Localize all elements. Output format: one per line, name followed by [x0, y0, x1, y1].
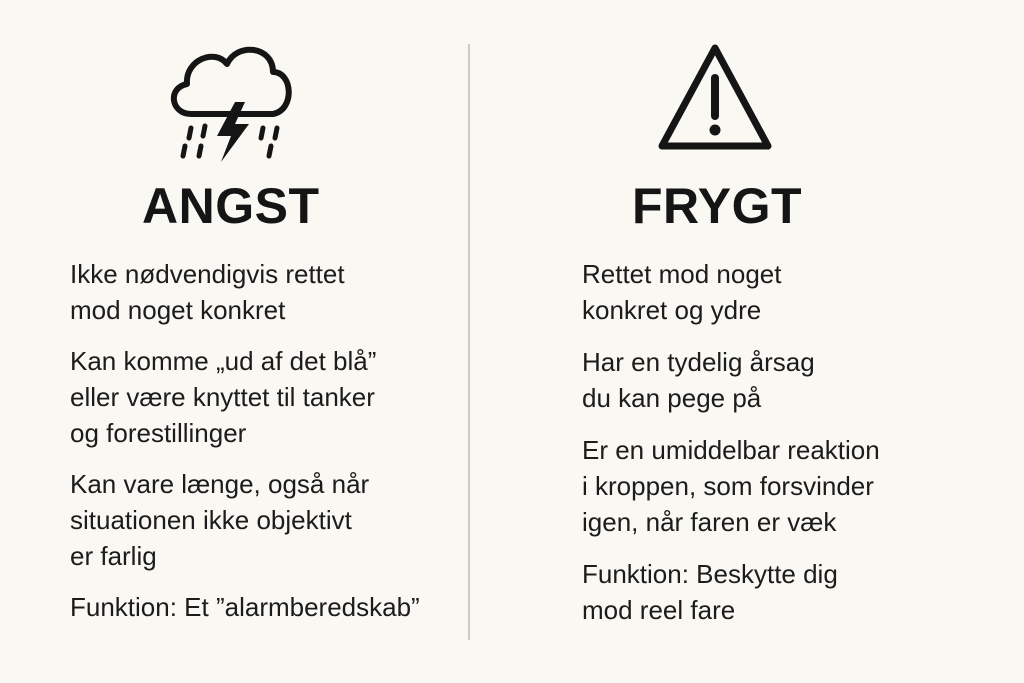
list-item: Funktion: Beskytte dig mod reel fare: [582, 559, 838, 625]
storm-cloud-lightning-icon: [165, 38, 297, 166]
list-item: Kan komme „ud af det blå” eller være knyttet til tanker og forestillinger: [70, 346, 377, 448]
frygt-heading: FRYGT: [632, 178, 803, 234]
list-item: Ikke nødvendigvis rettet mod noget konkret: [70, 259, 345, 325]
warning-triangle-icon: [654, 38, 776, 158]
angst-heading: ANGST: [142, 178, 320, 234]
list-item: Funktion: Et ”alarmberedskab”: [70, 592, 420, 622]
list-item: Kan vare længe, også når situationen ikke objektivt er farlig: [70, 469, 370, 571]
list-item: Har en tydelig årsag du kan pege på: [582, 347, 815, 413]
list-item: Er en umiddelbar reaktion i kroppen, som forsvinder igen, når faren er væk: [582, 435, 880, 537]
angst-column: [0, 0, 468, 683]
frygt-list: [582, 256, 1012, 628]
angst-list: [70, 256, 462, 625]
list-item: Rettet mod noget konkret og ydre: [582, 259, 782, 325]
